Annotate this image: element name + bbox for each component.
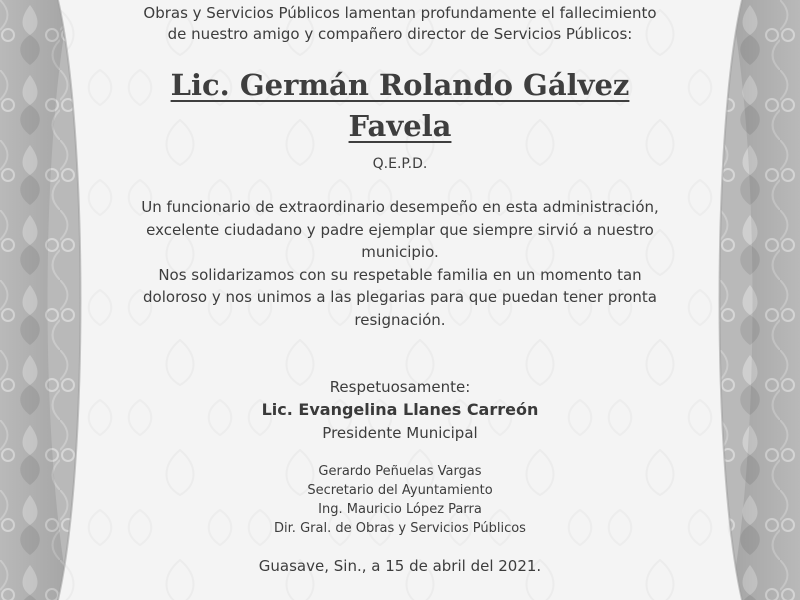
staff-line: Ing. Mauricio López Parra bbox=[318, 502, 482, 517]
message-line: doloroso y nos unimos a las plegarias para que puedan tener pronta bbox=[143, 288, 657, 306]
signoff-text: Respetuosamente: bbox=[329, 378, 471, 396]
deceased-name-line: Favela bbox=[348, 109, 452, 143]
place-and-date: Guasave, Sin., a 15 de abril del 2021. bbox=[258, 557, 542, 575]
signer-name: Lic. Evangelina Llanes Carreón bbox=[261, 400, 539, 419]
staff-line: Dir. Gral. de Obras y Servicios Públicos bbox=[274, 521, 526, 536]
staff-line: Gerardo Peñuelas Vargas bbox=[318, 464, 482, 479]
message-line: Un funcionario de extraordinario desempeño en esta administración, bbox=[141, 198, 659, 216]
message-line: municipio. bbox=[361, 243, 439, 261]
intro-line: Obras y Servicios Públicos lamentan profundamente el fallecimiento bbox=[143, 4, 657, 22]
condolence-notice bbox=[110, 0, 690, 577]
staff-line: Secretario del Ayuntamiento bbox=[307, 483, 493, 498]
message-line: resignación. bbox=[354, 310, 446, 329]
intro-text bbox=[110, 0, 690, 45]
message-body bbox=[110, 196, 690, 331]
deceased-name-line: Lic. Germán Rolando Gálvez bbox=[170, 68, 630, 102]
qepd-label: Q.E.P.D. bbox=[372, 156, 428, 172]
message-line: Nos solidarizamos con su respetable familia en un momento tan bbox=[158, 265, 642, 284]
intro-line: de nuestro amigo y compañero director de Servicios Públicos: bbox=[167, 25, 633, 43]
message-line: excelente ciudadano y padre ejemplar que siempre sirvió a nuestro bbox=[146, 220, 654, 239]
signer-title: Presidente Municipal bbox=[322, 424, 478, 442]
deceased-name bbox=[110, 65, 690, 147]
staff-list bbox=[110, 462, 690, 538]
